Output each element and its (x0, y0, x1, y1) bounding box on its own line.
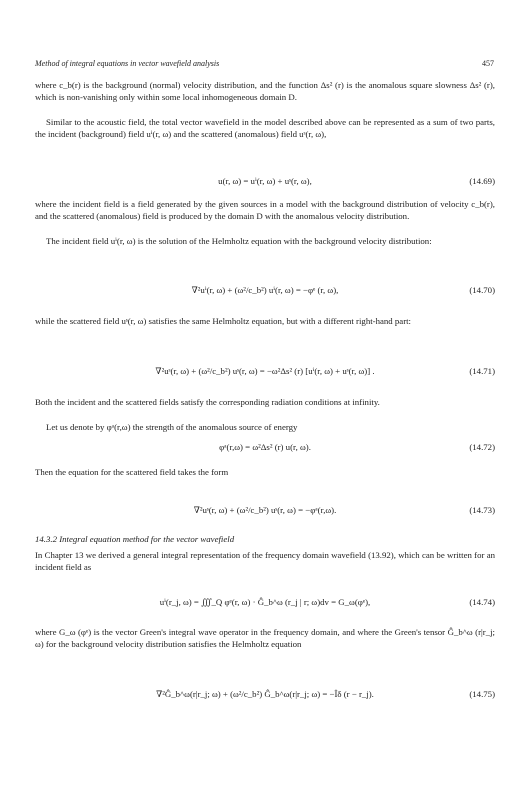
equation-number: (14.71) (469, 366, 495, 376)
equation-body: ∇²uˢ(r, ω) + (ω²/c_b²) uˢ(r, ω) = −φᵃ(r,ω). (193, 505, 337, 515)
equation-number: (14.75) (469, 689, 495, 699)
paragraph-7: Let us denote by φᵃ(r,ω) the strength of the anomalous source of energy (46, 422, 298, 432)
equation-number: (14.74) (469, 597, 495, 607)
equation-14-69 (35, 174, 495, 190)
paragraph-6: Both the incident and the scattered fields satisfy the corresponding radiation conditions at infinity. (35, 397, 380, 407)
paragraph-1: where c_b(r) is the background (normal) velocity distribution, and the function Δs² (r) is the anomalous square slowness Δs² (r), which is non-vanishing only within some local inhomogeneous domain D. (35, 80, 495, 103)
equation-14-72 (35, 440, 495, 456)
paragraph-10: where G_ω (φᵉ) is the vector Green's integral wave operator in the frequency domain, and where the Green's tensor Ĝ_b^ω (r|r_j; ω) for the background velocity distribution satisfies the Helmholtz equation (35, 627, 495, 650)
equation-number: (14.69) (469, 176, 495, 186)
paragraph-9: In Chapter 13 we derived a general integral representation of the frequency domain wavefield (13.92), which can be written for an incident field as (35, 550, 495, 573)
equation-number: (14.70) (469, 285, 495, 295)
equation-14-71 (35, 364, 495, 380)
paragraph-3: where the incident field is a field generated by the given sources in a model with the background distribution of velocity c_b(r), and the scattered (anomalous) field is produced by the domain D with the anomalous velocity distribution. (35, 199, 495, 222)
paragraph-8: Then the equation for the scattered field takes the form (35, 467, 229, 477)
paragraph-4: The incident field uⁱ(r, ω) is the solution of the Helmholtz equation with the background velocity distribution: (46, 236, 432, 246)
equation-body: φᵃ(r,ω) = ω²Δs² (r) u(r, ω). (219, 442, 311, 452)
equation-14-70 (35, 283, 495, 299)
page-header (35, 59, 494, 71)
equation-14-73 (35, 503, 495, 519)
running-title: Method of integral equations in vector wavefield analysis (35, 59, 220, 68)
equation-body: ∇²uⁱ(r, ω) + (ω²/c_b²) uⁱ(r, ω) = −φᵉ (r, ω), (191, 285, 339, 295)
equation-body: u(r, ω) = uⁱ(r, ω) + uˢ(r, ω), (218, 176, 312, 186)
paragraph-5: while the scattered field uˢ(r, ω) satisfies the same Helmholtz equation, but with a different right-hand part: (35, 316, 412, 326)
equation-number: (14.73) (469, 505, 495, 515)
equation-number: (14.72) (469, 442, 495, 452)
equation-body: ∇²Ĝ_b^ω(r|r_j; ω) + (ω²/c_b²) Ĝ_b^ω(r|r_j; ω) = −Îδ (r − r_j). (156, 689, 374, 699)
paragraph-2: Similar to the acoustic field, the total vector wavefield in the model described above can be represented as a sum of two parts, the incident (background) field uⁱ(r, ω) and the scattered (anomalous) field uˢ(r, ω), (35, 117, 495, 140)
page-number: 457 (482, 59, 494, 68)
equation-14-75 (35, 687, 495, 703)
subsection-heading: 14.3.2 Integral equation method for the vector wavefield (35, 534, 235, 544)
equation-body: uⁱ(r_j, ω) = ∭_Q φᵉ(r, ω) · Ĝ_b^ω (r_j | r; ω)dv = G_ω(φᵉ), (159, 597, 371, 607)
equation-14-74 (35, 595, 495, 611)
equation-body: ∇²uˢ(r, ω) + (ω²/c_b²) uˢ(r, ω) = −ω²Δs² (r) [uⁱ(r, ω) + uˢ(r, ω)] . (155, 366, 375, 376)
